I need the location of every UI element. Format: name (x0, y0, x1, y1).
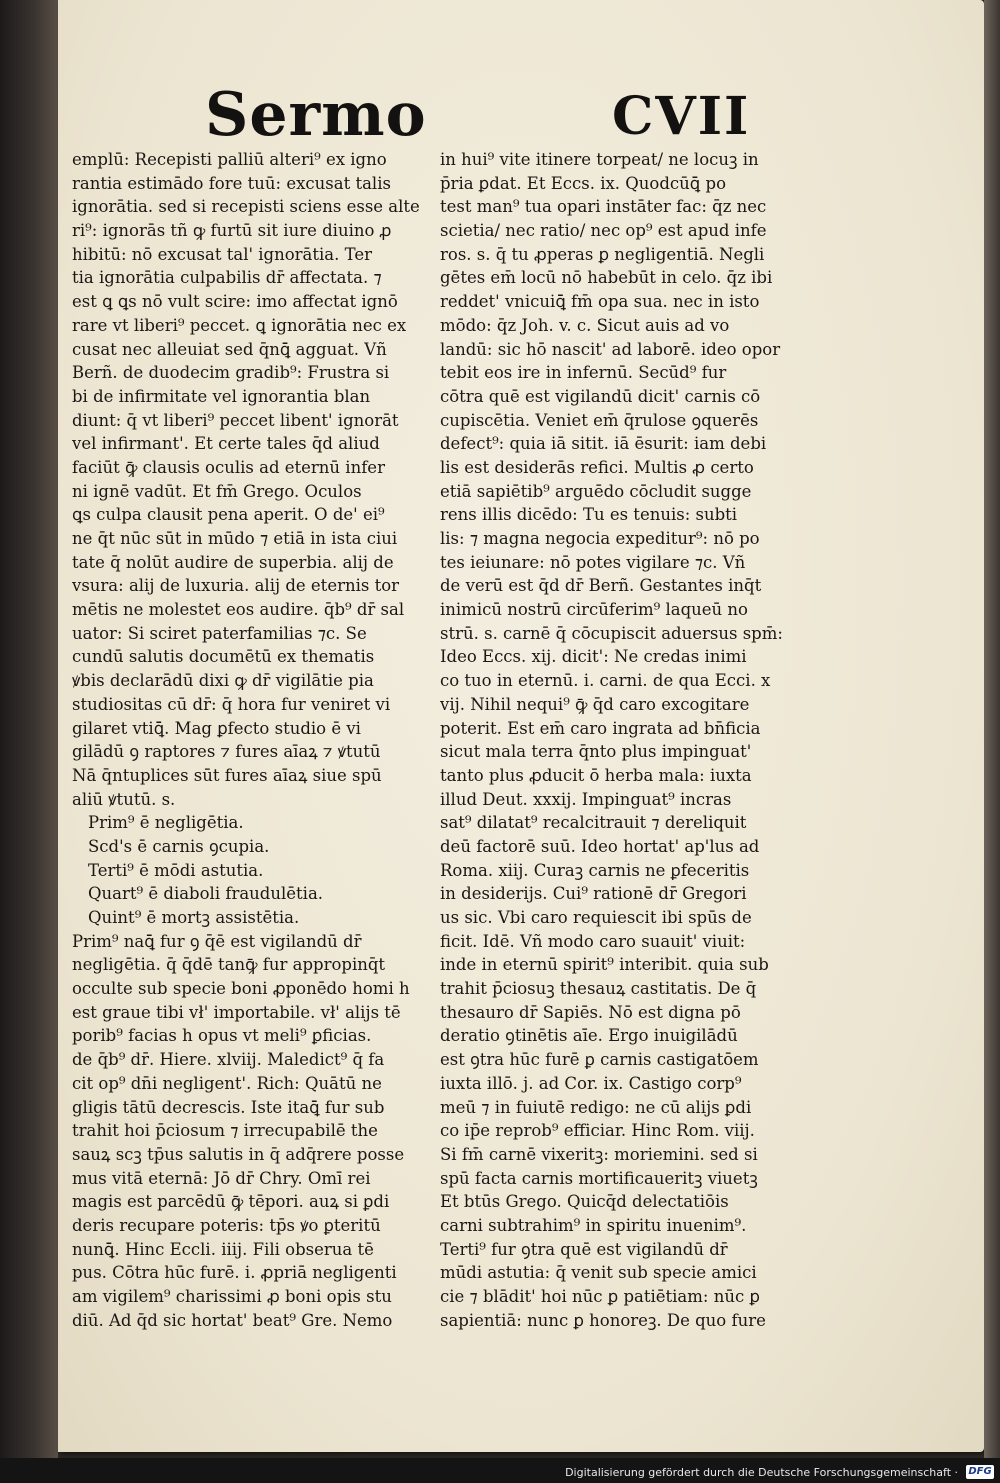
text-line: cundū salutis documētū ex thematis (72, 647, 375, 667)
text-line: ne q̄t nūc sūt in mūdo ⁊ etiā in ista ciui (72, 529, 398, 548)
text-line: deū factorē suū. Ideo hortat' ap'lus ad (440, 836, 760, 856)
text-line: sicut mala terra q̄nto plus impinguat' (440, 742, 752, 762)
text-line: Berñ. de duodecim gradib⁹: Frustra si (72, 363, 390, 383)
page-stack-edge (984, 0, 1000, 1460)
text-line: mus vitā eternā: Jō dr̄ Chry. Omī rei (72, 1168, 371, 1188)
running-head: Sermo (205, 80, 427, 150)
text-line: carni subtrahim⁹ in spiritu inuenim⁹. (440, 1215, 747, 1235)
text-line: am vigilem⁹ charissimi ꝓ boni opis stu (72, 1287, 392, 1306)
text-line: sapientiā: nunc ꝑ honoreꝫ. De quo fure (440, 1310, 766, 1330)
text-line: est ꝗ ꝗs nō vult scire: imo affectat ignō (72, 292, 398, 312)
text-line: mōdo: q̄z Joh. v. c. Sicut auis ad vo (440, 315, 730, 335)
text-line: Quint⁹ ē mortꝫ assistētia. (88, 908, 300, 927)
book-binding-edge (0, 0, 58, 1458)
text-line: nunꝗ̄. Hinc Eccli. iiij. Fili obserua tē (72, 1239, 374, 1259)
text-line: lis: ⁊ magna negocia expeditur⁹: nō po (440, 529, 760, 548)
text-line: cit op⁹ dn̄i negligent'. Rich: Quātū ne (72, 1073, 382, 1093)
text-line: Et btūs Grego. Quicq̄d delectatiōis (440, 1192, 729, 1212)
text-line: sat⁹ dilatat⁹ recalcitrauit ⁊ dereliquit (440, 813, 747, 833)
text-line: reddet' vnicuiꝗ̄ fm̄ opa sua. nec in isto (440, 292, 760, 312)
text-line: tebit eos ire in infernū. Secūd⁹ fur (440, 363, 727, 383)
folio-number: CVII (612, 86, 751, 147)
text-line: Terti⁹ ē mōdi astutia. (88, 860, 264, 880)
text-line: ꝗs culpa clausit pena aperit. O de' ei⁹ (72, 505, 385, 525)
text-line: deris recupare poteris: tp̄s ꝟo ꝑteritū (72, 1215, 381, 1235)
text-line: etiā sapiētib⁹ arguēdo cōcludit sugge (440, 481, 752, 501)
text-line: studiositas cū dr̄: q̄ hora fur veniret vi (72, 694, 391, 714)
text-line: lis est desiderās refici. Multis ꝓ certo (440, 457, 754, 477)
text-line: vij. Nihil nequi⁹ ꝙ̄ q̄d caro excogitare (440, 694, 750, 714)
text-line: poterit. Est em̄ caro ingrata ad bn̄ficia (440, 718, 761, 738)
text-line: ri⁹: ignorās tñ ꝙ furtū sit iure diuino ꝓ (72, 221, 392, 241)
text-line: uator: Si sciret paterfamilias ⁊c. Se (72, 623, 367, 643)
text-line: mūdi astutia: q̄ venit sub specie amici (440, 1263, 757, 1283)
text-line: iuxta illō. j. ad Cor. ix. Castigo corp⁹ (440, 1073, 742, 1093)
text-line: trahit hoi p̄ciosum ⁊ irrecupabilē the (72, 1121, 378, 1141)
text-line: gētes em̄ locū nō habebūt in celo. q̄z ibi (440, 268, 773, 288)
text-line: Prim⁹ naꝗ̄ fur ꝯ q̄ē est vigilandū dr̄ (72, 931, 362, 951)
text-line: aliū ꝟtutū. s. (72, 789, 176, 809)
text-line: deratio ꝯtinētis aīe. Ergo inuigilādū (440, 1026, 738, 1046)
text-line: spū facta carnis mortificaueritꝫ viuetꝫ (440, 1168, 758, 1188)
text-line: gilaret vtiꝗ̄. Mag ꝑfecto studio ē vi (72, 718, 361, 738)
text-line: tate q̄ nolūt audire de superbia. alij de (72, 552, 394, 572)
text-line: rare vt liberi⁹ peccet. ꝗ ignorātia nec ex (72, 315, 407, 335)
text-line: landū: sic hō nascit' ad laborē. ideo opor (440, 339, 781, 359)
text-line: diunt: q̄ vt liberi⁹ peccet libent' ignorāt (72, 410, 399, 430)
text-line: ficit. Idē. Vñ modo caro suauit' viuit: (440, 931, 746, 951)
text-line: cupiscētia. Veniet em̄ q̄rulose ꝯquerēs (440, 410, 759, 430)
text-line: emplū: Recepisti palliū alteri⁹ ex igno (72, 150, 387, 169)
text-line: est graue tibi vł' importabile. vł' alijs tē (72, 1002, 401, 1022)
text-line: gilādū ꝯ raptores ⁊ fures aīaꝝ ⁊ ꝟtutū (72, 742, 381, 762)
text-line: thesauro dr̄ Sapiēs. Nō est digna pō (440, 1002, 741, 1022)
text-line: co ip̄e reprob⁹ efficiar. Hinc Rom. viij. (440, 1121, 755, 1141)
text-line: ros. s. q̄ tu ꝓperas ꝑ negligentiā. Negli (440, 244, 765, 264)
text-line: rens illis dicēdo: Tu es tenuis: subti (440, 505, 738, 525)
text-line: inde in eternū spirit⁹ interibit. quia sub (440, 955, 769, 975)
text-line: porib⁹ facias h opus vt meli⁹ ꝑficias. (72, 1026, 372, 1046)
text-line: tia ignorātia culpabilis dr̄ affectata. ⁊ (72, 268, 382, 288)
text-line: bi de infirmitate vel ignorantia blan (72, 386, 371, 406)
text-line: in hui⁹ vite itinere torpeat/ ne locuꝫ in (440, 150, 759, 169)
text-line: inimicū nostrū circūferim⁹ laqueū no (440, 600, 748, 620)
text-line: vsura: alij de luxuria. alij de eternis tor (72, 576, 400, 596)
text-line: illud Deut. xxxij. Impinguat⁹ incras (440, 789, 732, 809)
text-line: Ideo Eccs. xij. dicit': Ne credas inimi (440, 647, 747, 667)
text-line: de verū est q̄d dr̄ Berñ. Gestantes inq̄t (440, 576, 762, 596)
text-line: strū. s. carnē q̄ cōcupiscit aduersus spm̄: (440, 623, 783, 643)
text-line: co tuo in eternū. i. carni. de qua Ecci. x (440, 671, 771, 691)
text-line: mētis ne molestet eos audire. q̄b⁹ dr̄ sal (72, 600, 405, 620)
text-column-left (72, 148, 434, 1332)
text-line: meū ⁊ in fuiutē redigo: ne cū alijs ꝑdi (440, 1097, 752, 1117)
text-line: pus. Cōtra hūc furē. i. ꝓpriā negligenti (72, 1263, 397, 1283)
text-line: de q̄b⁹ dr̄. Hiere. xlviij. Maledict⁹ q̄ fa (72, 1050, 385, 1070)
text-line: Scd's ē carnis ꝯcupia. (88, 836, 270, 856)
text-line: scietia/ nec ratio/ nec op⁹ est apud infe (440, 221, 767, 241)
text-line: p̄ria ꝑdat. Et Eccs. ix. Quodcūꝗ̄ po (440, 173, 727, 193)
text-line: in desiderijs. Cui⁹ rationē dr̄ Gregori (440, 884, 747, 904)
text-line: Roma. xiij. Curaꝫ carnis ne ꝑfeceritis (440, 860, 750, 880)
text-line: cie ⁊ blādit' hoi nūc ꝑ patiētiam: nūc ꝑ (440, 1287, 760, 1306)
text-line: hibitū: nō excusat tal' ignorātia. Ter (72, 244, 372, 264)
text-line: Nā q̄ntuplices sūt fures aīaꝝ siue spū (72, 765, 382, 785)
text-line: est ꝯtra hūc furē ꝑ carnis castigatōem (440, 1050, 759, 1070)
text-line: Prim⁹ ē negligētia. (88, 813, 244, 833)
text-line: Terti⁹ fur ꝯtra quē est vigilandū dr̄ (440, 1239, 728, 1259)
text-line: cōtra quē est vigilandū dicit' carnis cō (440, 386, 761, 406)
text-line: Si fm̄ carnē vixeritꝫ: moriemini. sed si (440, 1144, 758, 1164)
text-line: tes ieiunare: nō potes vigilare ⁊c. Vñ (440, 552, 746, 572)
text-line: sauꝝ scꝫ tp̄us salutis in q̄ adq̄rere posse (72, 1144, 405, 1164)
text-line: negligētia. q̄ q̄dē tanꝙ̄ fur appropinq̄t (72, 955, 386, 975)
text-line: vel infirmant'. Et certe tales q̄d aliud (72, 434, 380, 454)
text-line: tanto plus ꝓducit ō herba mala: iuxta (440, 765, 752, 785)
text-line: occulte sub specie boni ꝓponēdo homi h (72, 979, 410, 999)
text-line: cusat nec alleuiat sed q̄nꝗ̄ agguat. Vñ (72, 339, 387, 359)
text-line: faciūt ꝙ̄ clausis oculis ad eternū infer (72, 457, 385, 477)
text-line: trahit p̄ciosuꝫ thesauꝝ castitatis. De q̄ (440, 979, 757, 999)
text-line: ni ignē vadūt. Et fm̄ Grego. Oculos (72, 481, 362, 501)
text-line: gligis tātū decrescis. Iste itaꝗ̄ fur sub (72, 1097, 385, 1117)
text-line: rantia estimādo fore tuū: excusat talis (72, 173, 391, 193)
text-line: test man⁹ tua opari instāter fac: q̄z nec (440, 197, 767, 217)
text-line: diū. Ad q̄d sic hortat' beat⁹ Gre. Nemo (72, 1310, 393, 1330)
text-line: defect⁹: quia iā sitit. iā ēsurit: iam debi (440, 434, 767, 454)
text-column-right (440, 148, 798, 1332)
dfg-logo: DFG (966, 1465, 994, 1479)
footer-credit: Digitalisierung gefördert durch die Deutsche Forschungsgemeinschaft · (565, 1466, 958, 1479)
text-line: Quart⁹ ē diaboli fraudulētia. (88, 884, 324, 904)
text-line: ignorātia. sed si recepisti sciens esse alte (72, 197, 420, 217)
text-line: us sic. Vbi caro requiescit ibi spūs de (440, 908, 752, 927)
text-line: magis est parcēdū ꝙ̄ tēpori. auꝝ si ꝑdi (72, 1192, 390, 1212)
text-line: ꝟbis declarādū dixi ꝙ dr̄ vigilātie pia (72, 671, 374, 691)
